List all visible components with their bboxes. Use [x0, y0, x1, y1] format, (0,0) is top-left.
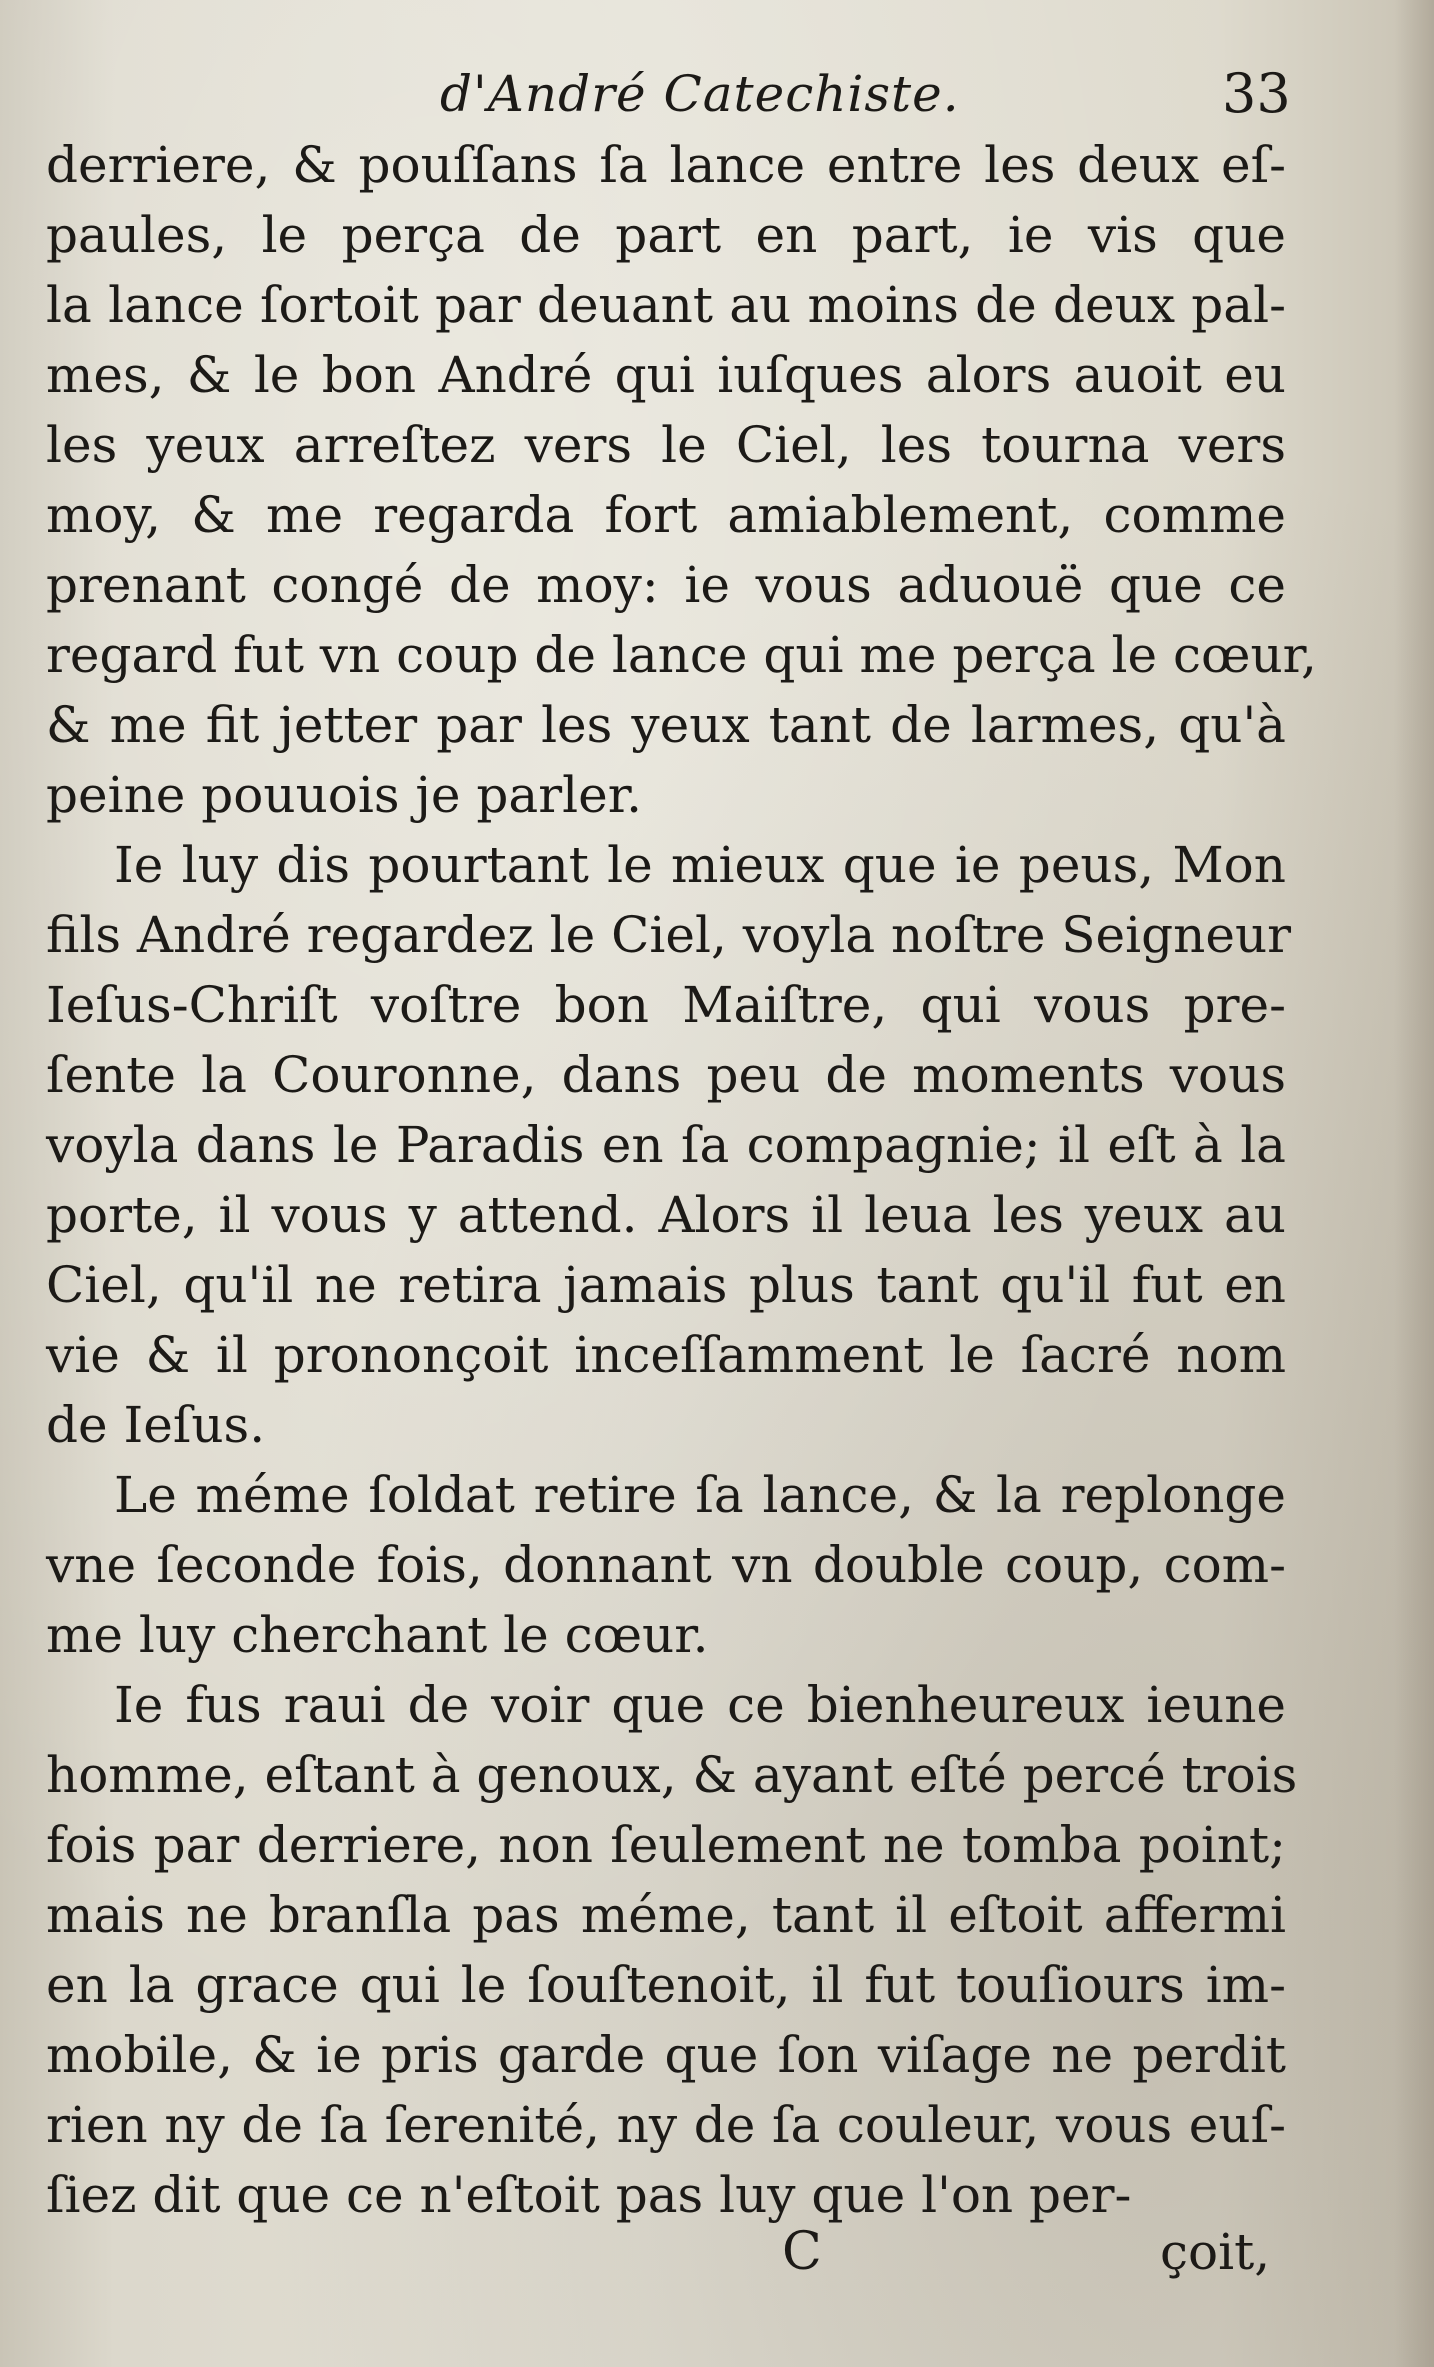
text-line: en la grace qui le ſouſtenoit, il fut touſiours im-	[46, 1956, 1286, 2014]
signature-mark: C	[782, 2222, 822, 2282]
text-line: mais ne branſla pas méme, tant il eſtoit affermi	[46, 1886, 1286, 1944]
text-line: rien ny de ſa ſerenité, ny de ſa couleur, vous euſ-	[46, 2096, 1286, 2154]
text-line: Le méme ſoldat retire ſa lance, & la replonge	[114, 1466, 1286, 1524]
text-line: de Ieſus.	[46, 1396, 266, 1454]
page-number: 33	[1222, 62, 1291, 125]
text-line: Ieſus-Chriſt voſtre bon Maiſtre, qui vous pre-	[46, 976, 1286, 1034]
text-line: me luy cherchant le cœur.	[46, 1606, 709, 1664]
body-text	[46, 130, 1317, 2230]
text-line: Ie luy dis pourtant le mieux que ie peus, Mon	[114, 836, 1286, 894]
running-head: d'André Catechiste.	[440, 65, 960, 123]
text-line: les yeux arreſtez vers le Ciel, les tourna vers	[46, 416, 1286, 474]
text-line: fils André regardez le Ciel, voyla noſtre Seigneur	[46, 906, 1292, 964]
text-line: vne ſeconde fois, donnant vn double coup, com-	[46, 1536, 1286, 1594]
text-line: ſiez dit que ce n'eſtoit pas luy que l'on per-	[46, 2166, 1132, 2224]
text-line: moy, & me regarda fort amiablement, comme	[46, 486, 1286, 544]
text-line: fois par derriere, non ſeulement ne tomba point;	[46, 1816, 1286, 1874]
text-line: porte, il vous y attend. Alors il leua les yeux au	[46, 1186, 1286, 1244]
text-line: Ie fus raui de voir que ce bienheureux ieune	[114, 1676, 1286, 1734]
text-line: la lance ſortoit par deuant au moins de deux pal-	[46, 276, 1286, 334]
text-line: & me fit jetter par les yeux tant de larmes, qu'à	[46, 696, 1286, 754]
text-line: prenant congé de moy: ie vous aduouë que ce	[46, 556, 1286, 614]
text-line: regard fut vn coup de lance qui me perça le cœur,	[46, 626, 1317, 684]
text-line: vie & il prononçoit inceſſamment le ſacré nom	[46, 1326, 1286, 1384]
text-line: paules, le perça de part en part, ie vis que	[46, 206, 1286, 264]
text-line: homme, eſtant à genoux, & ayant eſté percé trois	[46, 1746, 1298, 1804]
text-line: mobile, & ie pris garde que ſon viſage ne perdit	[46, 2026, 1286, 2084]
text-line: mes, & le bon André qui iuſques alors auoit eu	[46, 346, 1286, 404]
text-line: Ciel, qu'il ne retira jamais plus tant qu'il fut en	[46, 1256, 1286, 1314]
text-line: derriere, & pouſſans ſa lance entre les deux eſ-	[46, 136, 1286, 194]
text-line: voyla dans le Paradis en ſa compagnie; il eſt à la	[46, 1116, 1286, 1174]
catchword: çoit,	[1160, 2223, 1271, 2281]
text-line: peine pouuois je parler.	[46, 766, 643, 824]
text-line: ſente la Couronne, dans peu de moments vous	[46, 1046, 1286, 1104]
